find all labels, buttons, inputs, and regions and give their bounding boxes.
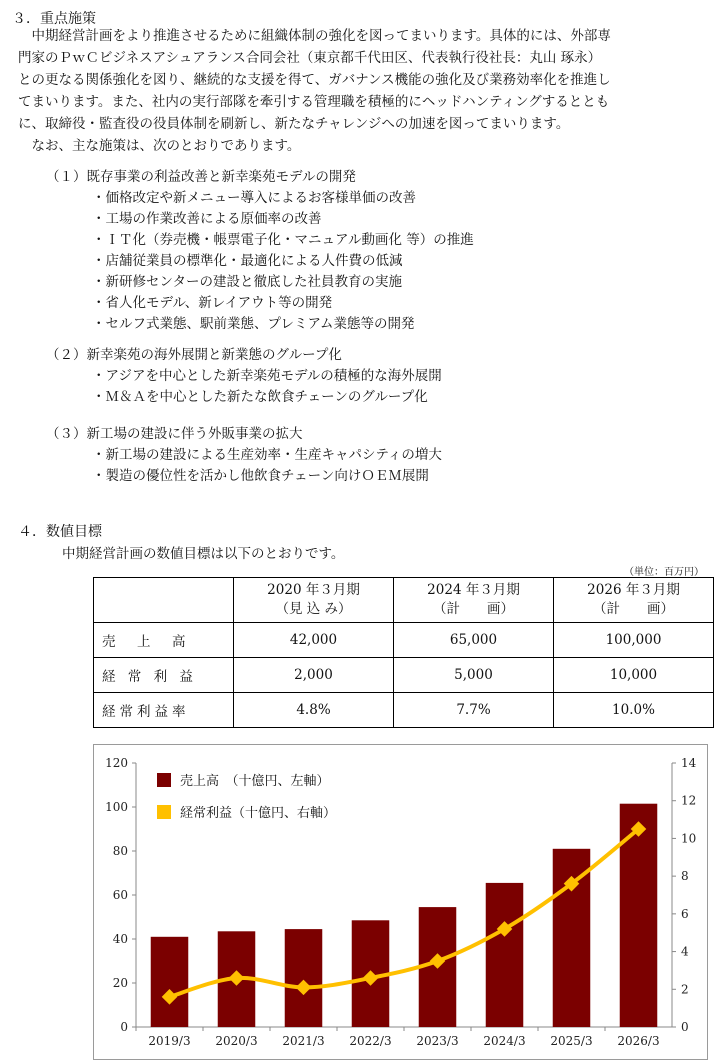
list-item: ・セルフ式業態、駅前業態、プレミアム業態等の開発 xyxy=(92,316,415,332)
column-header-line1: 2026 年３月期 xyxy=(587,582,680,598)
table-cell: 42,000 xyxy=(234,623,394,658)
y-right-tick-label: 8 xyxy=(681,869,689,884)
y-right-tick-label: 6 xyxy=(681,906,689,921)
y-right-tick-label: 4 xyxy=(681,944,689,959)
y-left-tick-label: 40 xyxy=(112,932,128,946)
row-label: 経 常 利 益 xyxy=(94,658,234,693)
y-right-tick-label: 14 xyxy=(681,756,697,770)
chart-frame xyxy=(93,744,708,1060)
table-row xyxy=(94,658,714,693)
list-item: ・アジアを中心とした新幸楽苑モデルの積極的な海外展開 xyxy=(92,368,442,384)
list-item: ・製造の優位性を活かし他飲食チェーン向けＯＥＭ展開 xyxy=(92,468,429,484)
list-item: ・新研修センターの建設と徹底した社員教育の実施 xyxy=(92,274,402,290)
legend-label: 経常利益（十億円、右軸） xyxy=(180,806,337,821)
y-left-tick-label: 0 xyxy=(120,1020,128,1034)
legend-swatch xyxy=(157,773,171,787)
x-tick-label: 2022/3 xyxy=(349,1034,392,1048)
column-header xyxy=(554,578,714,623)
table-cell: 2,000 xyxy=(234,658,394,693)
group-title: （３）新工場の建設に伴う外販事業の拡大 xyxy=(46,426,303,442)
x-tick-label: 2023/3 xyxy=(416,1034,459,1048)
table-row xyxy=(94,623,714,658)
x-tick-label: 2026/3 xyxy=(617,1034,660,1048)
column-header-line2: （見 込 み） xyxy=(275,601,352,617)
list-item: ・工場の作業改善による原価率の改善 xyxy=(92,211,322,227)
column-header-line2: （計 画） xyxy=(593,601,674,617)
table-cell: 65,000 xyxy=(394,623,554,658)
unit-label: （単位：百万円） xyxy=(624,567,704,578)
y-right-tick-label: 2 xyxy=(681,982,689,997)
table-cell: 5,000 xyxy=(394,658,554,693)
table-corner xyxy=(94,578,234,623)
y-left-tick-label: 120 xyxy=(105,756,128,770)
row-label: 売 上 高 xyxy=(94,623,234,658)
y-right-tick-label: 10 xyxy=(681,831,697,846)
table-cell: 7.7% xyxy=(394,693,554,728)
legend-swatch xyxy=(157,805,171,819)
y-left-tick-label: 20 xyxy=(112,976,128,990)
list-item: ・価格改定や新メニュー導入によるお客様単価の改善 xyxy=(92,190,416,206)
section4-intro: 中期経営計画の数値目標は以下のとおりです。 xyxy=(62,546,345,562)
y-left-tick-label: 80 xyxy=(112,844,128,858)
table-header-row xyxy=(94,578,714,623)
section4-heading: ４．数値目標 xyxy=(18,524,102,540)
list-item: ・Ｍ＆Ａを中心とした新たな飲食チェーンのグループ化 xyxy=(92,389,428,405)
bar xyxy=(151,937,189,1027)
intro-line: 門家のＰｗＣビジネスアシュアランス合同会社（東京都千代田区、代表執行役社長：丸山 琢永） xyxy=(18,50,602,66)
combo-chart xyxy=(94,745,707,1059)
column-header-line1: 2024 年３月期 xyxy=(427,582,520,598)
y-left-tick-label: 60 xyxy=(112,888,128,902)
table-row xyxy=(94,693,714,728)
table-cell: 100,000 xyxy=(554,623,714,658)
intro-line: 中期経営計画をより推進させるために組織体制の強化を図ってまいります。具体的には、外部専 xyxy=(18,28,611,44)
legend-label: 売上高 （十億円、左軸） xyxy=(180,774,330,789)
section3-heading: ３．重点施策 xyxy=(12,11,96,27)
group-title: （２）新幸楽苑の海外展開と新業態のグループ化 xyxy=(46,347,342,363)
bar xyxy=(486,883,524,1027)
list-item: ・ＩＴ化（券売機・帳票電子化・マニュアル動画化 等）の推進 xyxy=(92,232,474,248)
targets-table xyxy=(93,577,714,728)
y-left-tick-label: 100 xyxy=(105,800,128,814)
bar xyxy=(285,929,323,1027)
list-item: ・店舗従業員の標準化・最適化による人件費の低減 xyxy=(92,253,403,269)
list-item: ・省人化モデル、新レイアウト等の開発 xyxy=(92,295,333,311)
y-right-tick-label: 0 xyxy=(681,1020,689,1034)
row-label: 経常利益率 xyxy=(94,693,234,728)
table-cell: 4.8% xyxy=(234,693,394,728)
x-tick-label: 2025/3 xyxy=(550,1034,593,1048)
x-tick-label: 2020/3 xyxy=(215,1034,258,1048)
x-tick-label: 2021/3 xyxy=(282,1034,325,1048)
y-right-tick-label: 12 xyxy=(681,793,697,808)
x-tick-label: 2019/3 xyxy=(148,1034,191,1048)
column-header xyxy=(394,578,554,623)
list-item: ・新工場の建設による生産効率・生産キャパシティの増大 xyxy=(92,447,442,463)
table-cell: 10,000 xyxy=(554,658,714,693)
intro-line: なお、主な施策は、次のとおりであります。 xyxy=(18,138,301,154)
table-cell: 10.0% xyxy=(554,693,714,728)
intro-line: に、取締役・監査役の役員体制を刷新し、新たなチャレンジへの加速を図ってまいります。 xyxy=(18,116,570,132)
column-header-line2: （計 画） xyxy=(433,601,514,617)
group-title: （１）既存事業の利益改善と新幸楽苑モデルの開発 xyxy=(46,169,356,185)
x-tick-label: 2024/3 xyxy=(483,1034,526,1048)
intro-line: との更なる関係強化を図り、継続的な支援を得て、ガバナンス機能の強化及び業務効率化を推進し xyxy=(18,72,611,88)
column-header xyxy=(234,578,394,623)
column-header-line1: 2020 年３月期 xyxy=(267,582,360,598)
bar xyxy=(620,804,658,1027)
intro-line: てまいります。また、社内の実行部隊を牽引する管理職を積極的にヘッドハンティングするととも xyxy=(18,94,610,110)
